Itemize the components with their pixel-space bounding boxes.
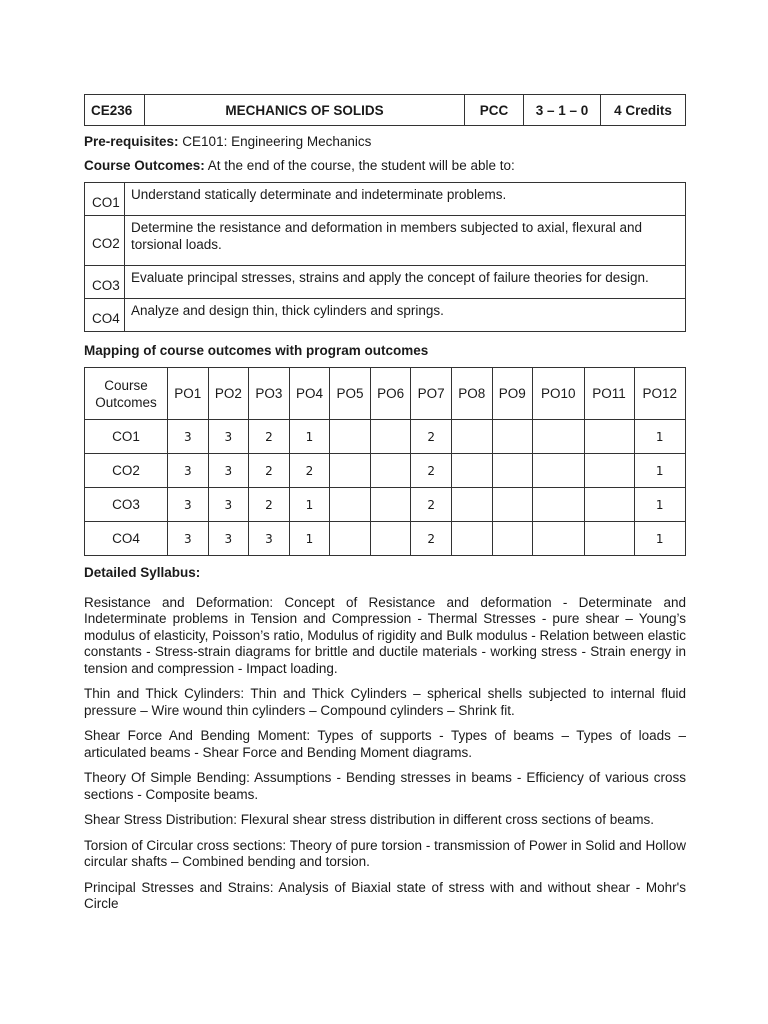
mapping-cell: [584, 420, 634, 454]
mapping-cell: [330, 522, 371, 556]
mapping-cell: 3: [208, 454, 249, 488]
syllabus-paragraph: Principal Stresses and Strains: Analysis of Biaxial state of stress with and without shear - Mohr's Circle: [84, 879, 686, 911]
mapping-cell: 2: [249, 420, 290, 454]
document-page: [84, 94, 686, 913]
po-column-header: PO12: [634, 368, 686, 420]
course-type: PCC: [465, 95, 524, 126]
course-outcome-text: Determine the resistance and deformation in members subjected to axial, flexural and torsional loads.: [125, 216, 686, 266]
course-outcome-row: [85, 299, 686, 332]
syllabus-paragraph: Theory Of Simple Bending: Assumptions - Bending stresses in beams - Efficiency of various cross sections - Composite beams.: [84, 770, 686, 802]
mapping-cell: [492, 420, 533, 454]
po-column-header: PO11: [584, 368, 634, 420]
mapping-cell: 2: [289, 454, 330, 488]
mapping-cell: 3: [208, 488, 249, 522]
mapping-cell: 2: [411, 454, 452, 488]
course-outcome-id: CO3: [85, 266, 125, 299]
course-header-row: [85, 95, 686, 126]
course-outcome-text: Analyze and design thin, thick cylinders and springs.: [125, 299, 686, 332]
mapping-cell: 3: [168, 522, 209, 556]
po-column-header: PO2: [208, 368, 249, 420]
course-outcome-id: CO2: [85, 216, 125, 266]
course-outcome-id: CO1: [85, 183, 125, 216]
mapping-cell: [451, 454, 492, 488]
syllabus-heading: Detailed Syllabus:: [84, 565, 201, 580]
mapping-cell: [370, 420, 411, 454]
mapping-cell: 2: [249, 488, 290, 522]
mapping-cell: [370, 454, 411, 488]
mapping-header-row: [85, 368, 686, 420]
mapping-cell: [370, 522, 411, 556]
mapping-cell: 2: [411, 522, 452, 556]
mapping-body: [85, 420, 686, 556]
mapping-cell: [533, 454, 584, 488]
co-po-mapping-table: [84, 367, 686, 556]
mapping-row-co: CO3: [85, 488, 168, 522]
mapping-cell: [370, 488, 411, 522]
mapping-row: [85, 522, 686, 556]
course-code: CE236: [85, 95, 145, 126]
syllabus-paragraph: Shear Force And Bending Moment: Types of supports - Types of beams – Types of loads – articulated beams - Shear Force and Bending Moment diagrams.: [84, 728, 686, 760]
course-header-table: [84, 94, 686, 126]
po-column-header: PO5: [330, 368, 371, 420]
mapping-cell: [533, 488, 584, 522]
course-outcomes-intro: At the end of the course, the student will be able to:: [204, 158, 515, 173]
mapping-cell: [492, 454, 533, 488]
mapping-row-co: CO4: [85, 522, 168, 556]
mapping-cell: [330, 454, 371, 488]
syllabus-paragraph: Resistance and Deformation: Concept of Resistance and deformation - Determinate and Indeterminate problems in Tension and Compression - Thermal Stresses - pure shear – Young’s modulus of elasticity, Poisson’s ratio, Modulus of rigidity and Bulk modulus - Relation between elastic constants - Stress-strain diagrams for brittle and ductile materials - working stress - Strain energy in tension and compression - Impact loading.: [84, 594, 686, 676]
mapping-cell: 2: [249, 454, 290, 488]
mapping-cell: 1: [634, 420, 686, 454]
course-outcomes-table: [84, 182, 686, 332]
mapping-heading: Mapping of course outcomes with program outcomes: [84, 343, 429, 358]
po-column-header: PO10: [533, 368, 584, 420]
mapping-cell: [451, 522, 492, 556]
mapping-cell: [330, 420, 371, 454]
course-title: MECHANICS OF SOLIDS: [145, 95, 465, 126]
syllabus-paragraph: Thin and Thick Cylinders: Thin and Thick Cylinders – spherical shells subjected to internal fluid pressure – Wire wound thin cylinders – Compound cylinders – Shrink fit.: [84, 686, 686, 718]
mapping-cell: 3: [168, 420, 209, 454]
mapping-cell: [584, 522, 634, 556]
po-column-header: PO9: [492, 368, 533, 420]
mapping-cell: 3: [168, 488, 209, 522]
corner-label-line2: Outcomes: [95, 394, 157, 410]
po-column-header: PO1: [168, 368, 209, 420]
syllabus-paragraph: Torsion of Circular cross sections: Theory of pure torsion - transmission of Power in Solid and Hollow circular shafts – Combined bending and torsion.: [84, 837, 686, 869]
mapping-row-co: CO2: [85, 454, 168, 488]
mapping-cell: 3: [168, 454, 209, 488]
mapping-cell: 1: [289, 522, 330, 556]
course-outcomes-line: [84, 157, 686, 174]
mapping-cell: 3: [208, 420, 249, 454]
course-ltp: 3 – 1 – 0: [524, 95, 601, 126]
mapping-row-co: CO1: [85, 420, 168, 454]
syllabus-paragraph: Shear Stress Distribution: Flexural shear stress distribution in different cross sections of beams.: [84, 812, 654, 827]
po-column-header: PO8: [451, 368, 492, 420]
mapping-corner-label: [85, 368, 168, 420]
prerequisites-label: Pre-requisites:: [84, 134, 179, 149]
course-outcome-row: [85, 183, 686, 216]
mapping-cell: 3: [249, 522, 290, 556]
mapping-cell: 3: [208, 522, 249, 556]
course-outcome-id: CO4: [85, 299, 125, 332]
mapping-cell: 1: [634, 488, 686, 522]
mapping-cell: 1: [289, 420, 330, 454]
course-outcome-text: Understand statically determinate and indeterminate problems.: [125, 183, 686, 216]
mapping-cell: [330, 488, 371, 522]
mapping-cell: [451, 420, 492, 454]
mapping-cell: [451, 488, 492, 522]
mapping-cell: [492, 522, 533, 556]
course-outcome-text: Evaluate principal stresses, strains and apply the concept of failure theories for design.: [125, 266, 686, 299]
po-column-header: PO3: [249, 368, 290, 420]
prerequisites-value: CE101: Engineering Mechanics: [178, 134, 372, 149]
mapping-row: [85, 454, 686, 488]
mapping-cell: [492, 488, 533, 522]
mapping-row: [85, 488, 686, 522]
course-outcomes-label: Course Outcomes:: [84, 158, 205, 173]
po-column-header: PO4: [289, 368, 330, 420]
po-column-header: PO6: [370, 368, 411, 420]
mapping-cell: 2: [411, 488, 452, 522]
mapping-row: [85, 420, 686, 454]
prerequisites-line: [84, 133, 686, 150]
mapping-cell: 1: [634, 522, 686, 556]
mapping-cell: [584, 488, 634, 522]
po-column-header: PO7: [411, 368, 452, 420]
course-outcome-row: [85, 216, 686, 266]
mapping-cell: [533, 420, 584, 454]
mapping-cell: 1: [289, 488, 330, 522]
corner-label-line1: Course: [104, 377, 148, 393]
course-outcome-row: [85, 266, 686, 299]
mapping-cell: 2: [411, 420, 452, 454]
mapping-cell: [533, 522, 584, 556]
mapping-cell: 1: [634, 454, 686, 488]
mapping-cell: [584, 454, 634, 488]
course-credits: 4 Credits: [601, 95, 686, 126]
